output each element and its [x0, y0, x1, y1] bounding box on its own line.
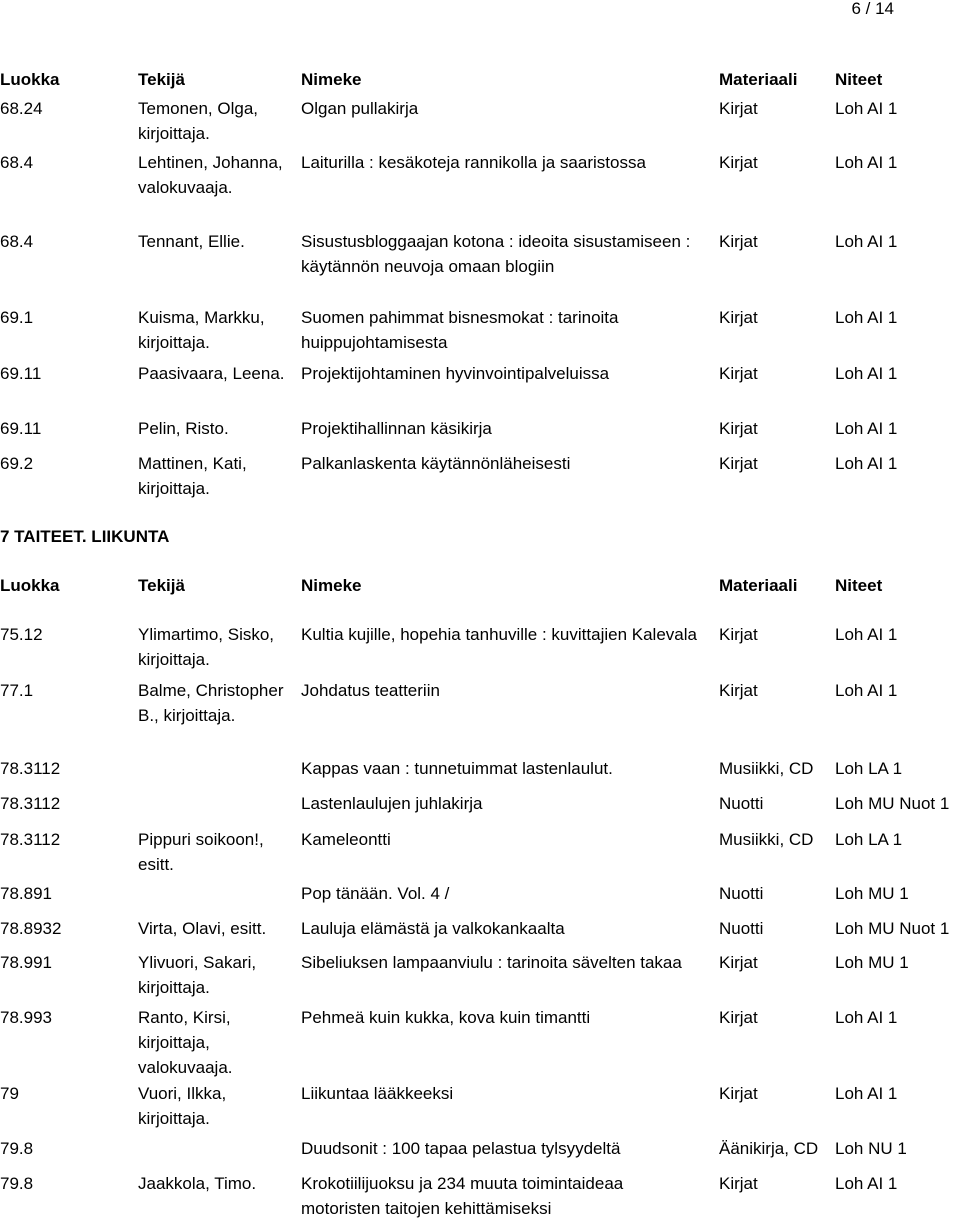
cell-luokka: 79: [0, 1084, 19, 1103]
cell-niteet: Loh AI 1: [835, 232, 898, 251]
header-niteet: Niteet: [835, 576, 883, 595]
cell-tekija: Virta, Olavi, esitt.: [138, 919, 267, 938]
cell-tekija: Pelin, Risto.: [138, 419, 229, 438]
cell-luokka: 79.8: [0, 1139, 34, 1158]
header-materiaali: Materiaali: [719, 70, 798, 89]
cell-materiaali: Kirjat: [719, 1008, 758, 1027]
cell-niteet: Loh AI 1: [835, 1174, 898, 1193]
cell-niteet: Loh AI 1: [835, 625, 898, 644]
cell-tekija: Paasivaara, Leena.: [138, 364, 285, 383]
header-nimeke: Nimeke: [301, 576, 362, 595]
cell-materiaali: Kirjat: [719, 454, 758, 473]
header-tekija: Tekijä: [138, 576, 185, 595]
cell-nimeke: Olgan pullakirja: [301, 99, 419, 118]
cell-luokka: 78.993: [0, 1008, 52, 1027]
cell-nimeke: Lauluja elämästä ja valkokankaalta: [301, 919, 565, 938]
cell-niteet: Loh MU Nuot 1: [835, 794, 950, 813]
cell-materiaali: Kirjat: [719, 1084, 758, 1103]
cell-niteet: Loh AI 1: [835, 454, 898, 473]
cell-materiaali: Nuotti: [719, 919, 764, 938]
cell-tekija: Ylimartimo, Sisko, kirjoittaja.: [138, 625, 275, 669]
cell-materiaali: Kirjat: [719, 953, 758, 972]
cell-nimeke: Pop tänään. Vol. 4 /: [301, 884, 450, 903]
cell-nimeke: Sibeliuksen lampaanviulu : tarinoita sävelten takaa: [301, 953, 682, 972]
cell-niteet: Loh AI 1: [835, 308, 898, 327]
cell-luokka: 78.8932: [0, 919, 62, 938]
cell-luokka: 78.3112: [0, 794, 61, 813]
cell-luokka: 68.24: [0, 99, 43, 118]
cell-niteet: Loh AI 1: [835, 419, 898, 438]
cell-nimeke: Suomen pahimmat bisnesmokat : tarinoita huippujohtamisesta: [301, 308, 619, 352]
cell-niteet: Loh AI 1: [835, 99, 898, 118]
cell-niteet: Loh LA 1: [835, 830, 903, 849]
cell-nimeke: Palkanlaskenta käytännönläheisesti: [301, 454, 571, 473]
cell-niteet: Loh AI 1: [835, 364, 898, 383]
cell-niteet: Loh MU 1: [835, 884, 909, 903]
cell-materiaali: Kirjat: [719, 153, 758, 172]
cell-tekija: Mattinen, Kati, kirjoittaja.: [138, 454, 247, 498]
cell-materiaali: Kirjat: [719, 364, 758, 383]
header-materiaali: Materiaali: [719, 576, 798, 595]
cell-nimeke: Liikuntaa lääkkeeksi: [301, 1084, 454, 1103]
cell-luokka: 69.11: [0, 419, 42, 438]
cell-luokka: 78.991: [0, 953, 52, 972]
cell-niteet: Loh AI 1: [835, 153, 898, 172]
cell-luokka: 78.3112: [0, 759, 61, 778]
cell-luokka: 68.4: [0, 232, 34, 251]
cell-tekija: Pippuri soikoon!, esitt.: [138, 830, 264, 874]
cell-nimeke: Duudsonit : 100 tapaa pelastua tylsyydeltä: [301, 1139, 621, 1158]
cell-niteet: Loh MU 1: [835, 953, 909, 972]
cell-nimeke: Projektijohtaminen hyvinvointipalveluissa: [301, 364, 610, 383]
cell-luokka: 69.2: [0, 454, 34, 473]
header-niteet: Niteet: [835, 70, 883, 89]
cell-tekija: Kuisma, Markku, kirjoittaja.: [138, 308, 265, 352]
cell-materiaali: Nuotti: [719, 884, 764, 903]
cell-materiaali: Nuotti: [719, 794, 764, 813]
cell-materiaali: Kirjat: [719, 99, 758, 118]
cell-nimeke: Projektihallinnan käsikirja: [301, 419, 492, 438]
cell-tekija: Balme, Christopher B., kirjoittaja.: [138, 681, 284, 725]
cell-nimeke: Johdatus teatteriin: [301, 681, 440, 700]
cell-niteet: Loh LA 1: [835, 759, 903, 778]
cell-materiaali: Äänikirja, CD: [719, 1139, 819, 1158]
cell-nimeke: Kultia kujille, hopehia tanhuville : kuvittajien Kalevala: [301, 625, 697, 644]
header-nimeke: Nimeke: [301, 70, 362, 89]
cell-tekija: Lehtinen, Johanna, valokuvaaja.: [138, 153, 283, 197]
cell-niteet: Loh NU 1: [835, 1139, 907, 1158]
cell-luokka: 68.4: [0, 153, 34, 172]
cell-nimeke: Lastenlaulujen juhlakirja: [301, 794, 483, 813]
cell-luokka: 77.1: [0, 681, 34, 700]
cell-niteet: Loh AI 1: [835, 1008, 898, 1027]
cell-nimeke: Kameleontti: [301, 830, 391, 849]
cell-luokka: 69.11: [0, 364, 42, 383]
cell-tekija: Ylivuori, Sakari, kirjoittaja.: [138, 953, 257, 997]
cell-luokka: 78.891: [0, 884, 52, 903]
cell-tekija: Tennant, Ellie.: [138, 232, 245, 251]
cell-nimeke: Kappas vaan : tunnetuimmat lastenlaulut.: [301, 759, 613, 778]
cell-nimeke: Krokotiilijuoksu ja 234 muuta toimintaideaa motoristen taitojen kehittämiseksi: [301, 1174, 624, 1218]
cell-materiaali: Kirjat: [719, 681, 758, 700]
cell-tekija: Ranto, Kirsi, kirjoittaja, valokuvaaja.: [138, 1008, 233, 1077]
cell-nimeke: Pehmeä kuin kukka, kova kuin timantti: [301, 1008, 591, 1027]
cell-nimeke: Laiturilla : kesäkoteja rannikolla ja saaristossa: [301, 153, 646, 172]
cell-materiaali: Musiikki, CD: [719, 830, 814, 849]
cell-luokka: 75.12: [0, 625, 43, 644]
cell-materiaali: Musiikki, CD: [719, 759, 814, 778]
cell-nimeke: Sisustusbloggaajan kotona : ideoita sisustamiseen : käytännön neuvoja omaan blogiin: [301, 232, 691, 276]
cell-niteet: Loh MU Nuot 1: [835, 919, 950, 938]
cell-materiaali: Kirjat: [719, 308, 758, 327]
header-luokka: Luokka: [0, 70, 60, 89]
cell-materiaali: Kirjat: [719, 625, 758, 644]
header-tekija: Tekijä: [138, 70, 185, 89]
section-title: 7 TAITEET. LIIKUNTA: [0, 527, 170, 546]
cell-tekija: Jaakkola, Timo.: [138, 1174, 257, 1193]
cell-luokka: 79.8: [0, 1174, 34, 1193]
cell-tekija: Vuori, Ilkka, kirjoittaja.: [138, 1084, 227, 1128]
cell-luokka: 69.1: [0, 308, 34, 327]
cell-materiaali: Kirjat: [719, 232, 758, 251]
cell-tekija: Temonen, Olga, kirjoittaja.: [138, 99, 259, 143]
cell-materiaali: Kirjat: [719, 419, 758, 438]
cell-niteet: Loh AI 1: [835, 681, 898, 700]
cell-materiaali: Kirjat: [719, 1174, 758, 1193]
header-luokka: Luokka: [0, 576, 60, 595]
cell-luokka: 78.3112: [0, 830, 61, 849]
page-number: 6 / 14: [851, 0, 894, 18]
cell-niteet: Loh AI 1: [835, 1084, 898, 1103]
